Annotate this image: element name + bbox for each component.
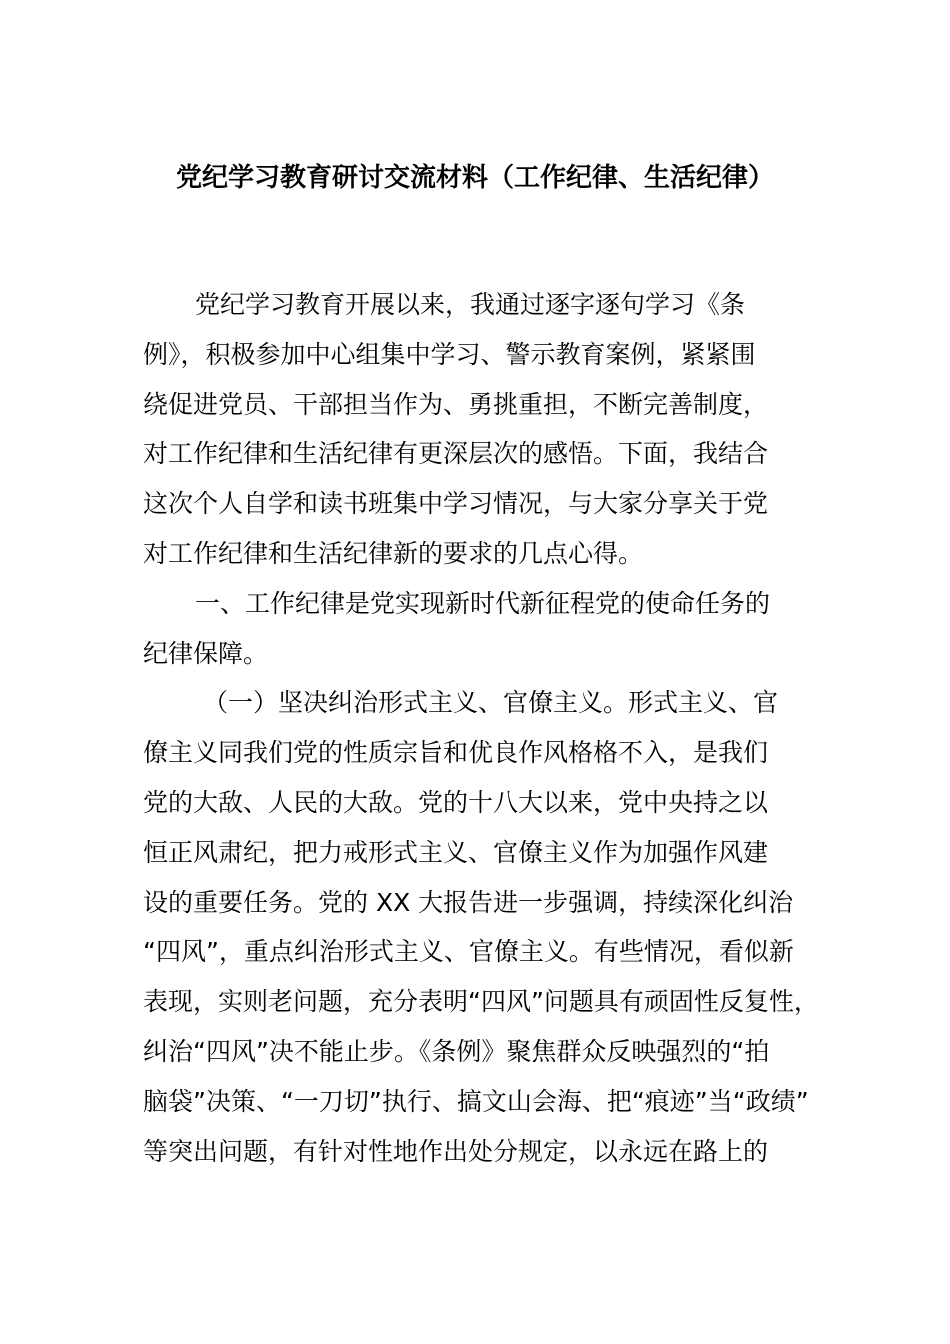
text-line: （一）坚决纠治形式主义、官僚主义。形式主义、官: [203, 688, 779, 718]
text-line: 绕促进党员、干部担当作为、勇挑重担，不断完善制度，: [143, 389, 769, 419]
paragraph-section-heading: [143, 579, 808, 679]
text-line: 脑袋”决策、“一刀切”执行、搞文山会海、把“痕迹”当“政绩”: [143, 1086, 809, 1116]
text-line: 表现，实则老问题，充分表明“四风”问题具有顽固性反复性，: [143, 987, 819, 1017]
text-line: 设的重要任务。党的 XX 大报告进一步强调，持续深化纠治: [143, 887, 794, 917]
text-line: 党纪学习教育开展以来，我通过逐字逐句学习《条: [195, 290, 746, 319]
text-line: 对工作纪律和生活纪律有更深层次的感悟。下面，我结合: [143, 439, 769, 469]
document-title: 党纪学习教育研讨交流材料（工作纪律、生活纪律）: [175, 163, 774, 193]
text-line: 纠治“四风”决不能止步。《条例》聚焦群众反映强烈的“拍: [143, 1036, 770, 1066]
text-line: 僚主义同我们党的性质宗旨和优良作风格格不入，是我们: [143, 738, 769, 768]
text-line: 恒正风肃纪，把力戒形式主义、官僚主义作为加强作风建: [143, 837, 769, 867]
text-line: 对工作纪律和生活纪律新的要求的几点心得。: [143, 538, 644, 568]
paragraph-subsection: [143, 678, 819, 1176]
text-line: 等突出问题，有针对性地作出处分规定，以永远在路上的: [143, 1136, 769, 1166]
document-body: [143, 280, 819, 1176]
text-line: 这次个人自学和读书班集中学习情况，与大家分享关于党: [143, 489, 769, 519]
text-line: 党的大敌、人民的大敌。党的十八大以来，党中央持之以: [143, 787, 769, 817]
text-line: 例》，积极参加中心组集中学习、警示教育案例，紧紧围: [143, 339, 756, 369]
text-line: “四风”，重点纠治形式主义、官僚主义。有些情况，看似新: [143, 937, 794, 967]
paragraph-intro: [143, 280, 808, 579]
text-line: 纪律保障。: [143, 638, 269, 668]
text-line: 一、工作纪律是党实现新时代新征程党的使命任务的: [195, 588, 771, 618]
